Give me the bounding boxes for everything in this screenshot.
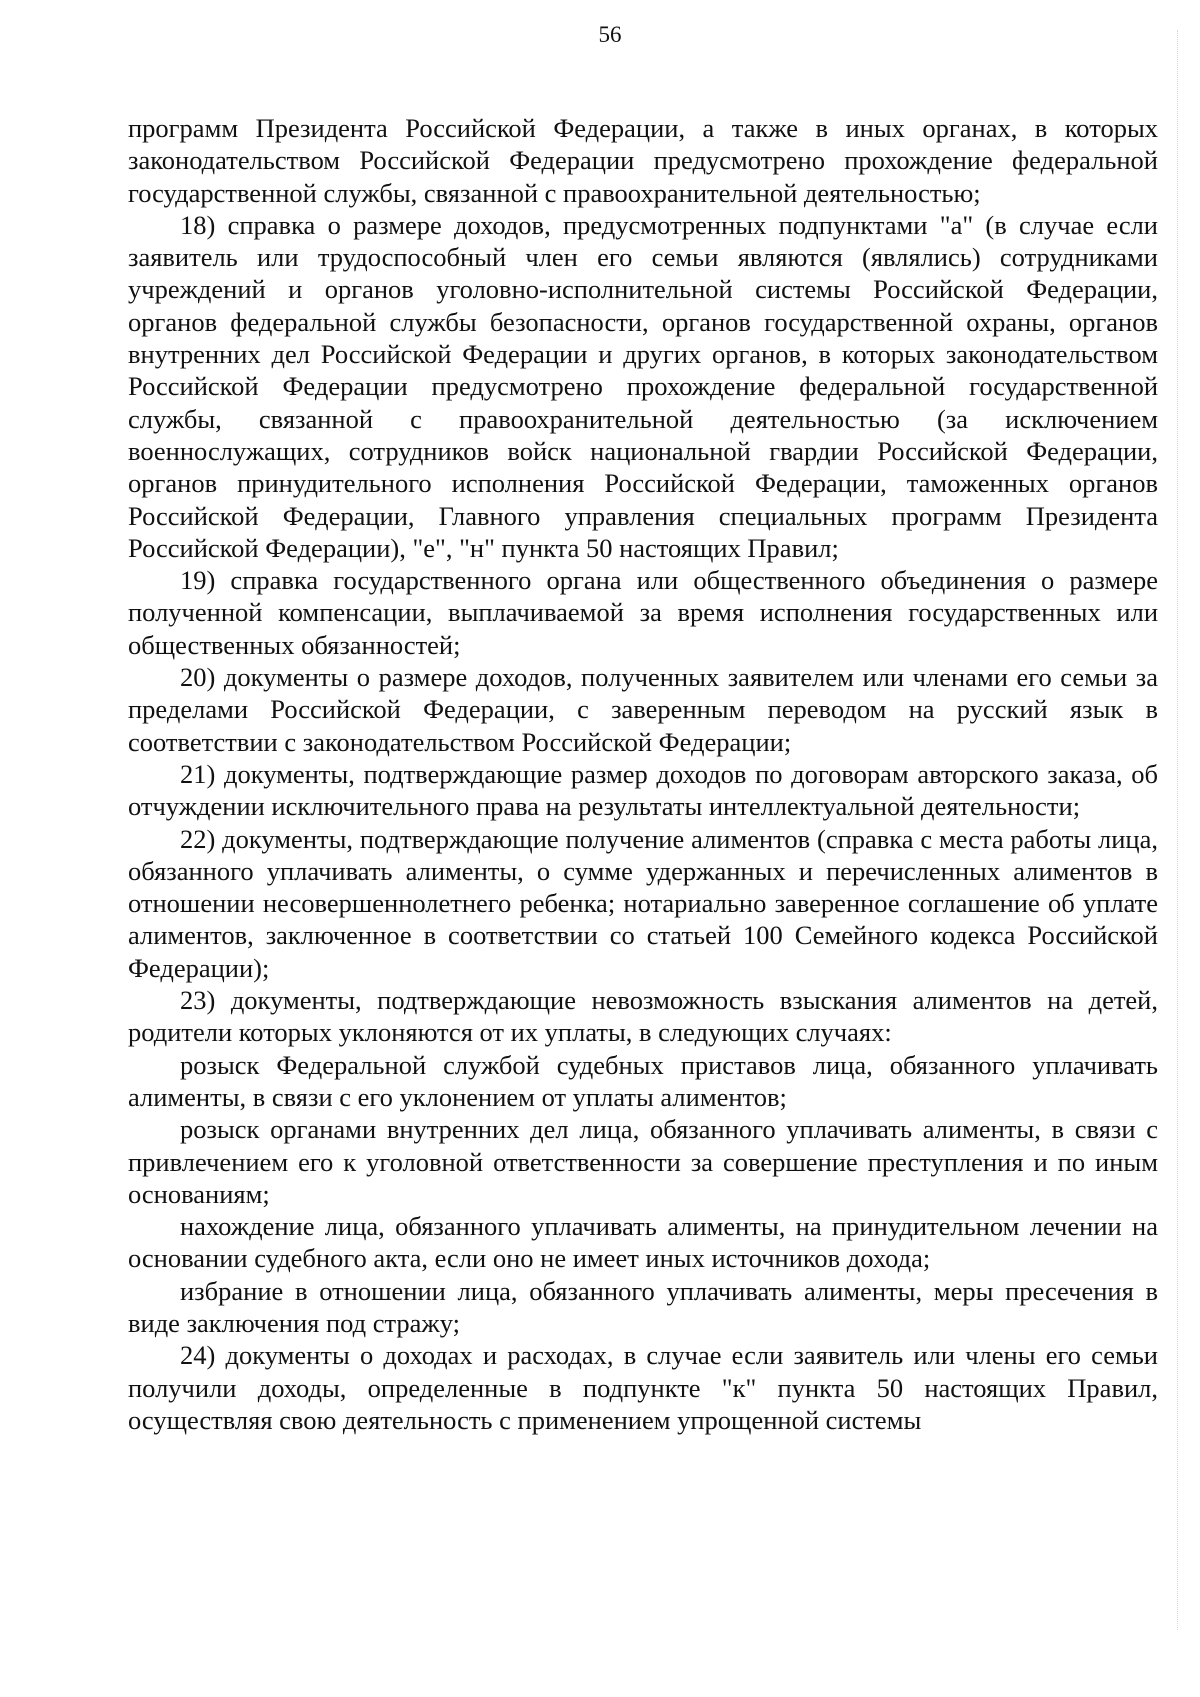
paragraph-item-23: 23) документы, подтверждающие невозможность взыскания алиментов на детей, родители которых уклоняются от их уплаты, в следующих случаях: [128,985,1158,1048]
paragraph-item-21: 21) документы, подтверждающие размер доходов по договорам авторского заказа, об отчуждении исключительного права на результаты интеллектуальной деятельности; [128,758,1158,822]
paragraph-item-20: 20) документы о размере доходов, полученных заявителем или членами его семьи за пределами Российской Федерации, с заверенным переводом на русский язык в соответствии с законодательством Российской Федерации; [128,662,1158,757]
page-number: 56 [598,22,622,47]
paragraph-item-24: 24) документы о доходах и расходах, в случае если заявитель или члены его семьи получили доходы, определенные в подпункте "к" пункта 50 настоящих Правил, осуществляя свою деятельность с применением упрощенной системы [128,1340,1158,1435]
paragraph-case-detention: избрание в отношении лица, обязанного уплачивать алименты, меры пресечения в виде заключения под стражу; [128,1275,1158,1338]
paragraph-case-fssp-search: розыск Федеральной службой судебных приставов лица, обязанного уплачивать алименты, в связи с его уклонением от уплаты алиментов; [128,1049,1158,1112]
document-body [128,112,1158,1436]
paragraph-case-compulsory-treatment: нахождение лица, обязанного уплачивать алименты, на принудительном лечении на основании судебного акта, если оно не имеет иных источников дохода; [128,1211,1158,1274]
paragraph-item-18: 18) справка о размере доходов, предусмотренных подпунктами "а" (в случае если заявитель или трудоспособный член его семьи являются (являлись) сотрудниками учреждений и органов уголовно-исполнительной системы Российской Федерации, органов федеральной службы безопасности, органов государственной охраны, органов внутренних дел Российской Федерации и других органов, в которых законодательством Российской Федерации предусмотрено прохождение федеральной государственной службы, связанной с правоохранительной деятельностью (за исключением военнослужащих, сотрудников войск национальной гвардии Российской Федерации, органов принудительного исполнения Российской Федерации, таможенных органов Российской Федерации, Главного управления специальных программ Президента Российской Федерации), "е", "н" пункта 50 настоящих Правил; [128,209,1158,563]
paragraph-case-police-search: розыск органами внутренних дел лица, обязанного уплачивать алименты, в связи с привлечением его к уголовной ответственности за совершение преступления и по иным основаниям; [128,1114,1158,1209]
scan-edge-line [1176,30,1178,1630]
paragraph-continuation: программ Президента Российской Федерации, а также в иных органах, в которых законодательством Российской Федерации предусмотрено прохождение федеральной государственной службы, связанной с правоохранительной деятельностью; [128,113,1158,208]
paragraph-item-19: 19) справка государственного органа или общественного объединения о размере полученной компенсации, выплачиваемой за время исполнения государственных или общественных обязанностей; [128,565,1158,660]
paragraph-item-22: 22) документы, подтверждающие получение алиментов (справка с места работы лица, обязанного уплачивать алименты, о сумме удержанных и перечисленных алиментов в отношении несовершеннолетнего ребенка; нотариально заверенное соглашение об уплате алиментов, заключенное в соответствии со статьей 100 Семейного кодекса Российской Федерации); [128,823,1158,983]
